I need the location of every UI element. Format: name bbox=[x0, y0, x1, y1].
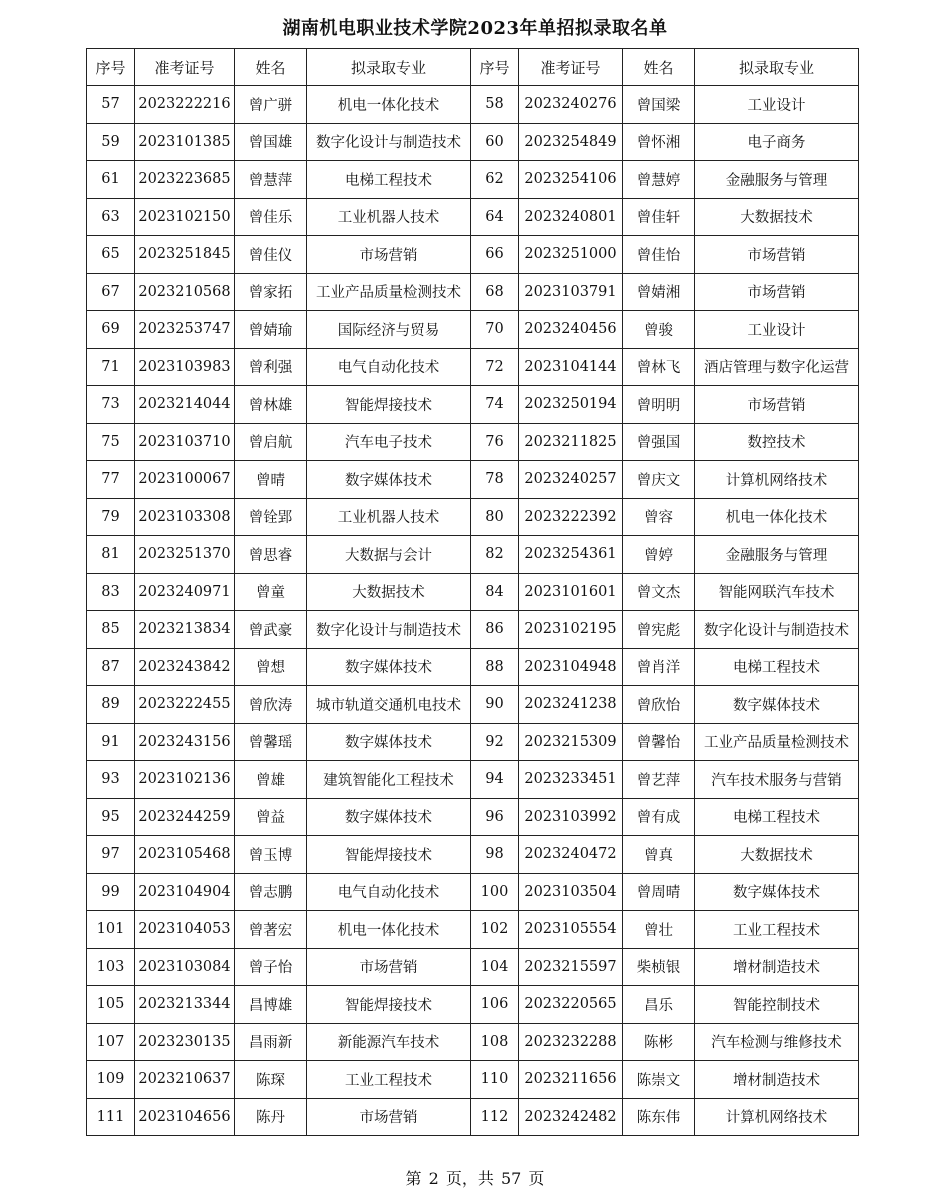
cell-major: 智能焊接技术 bbox=[307, 836, 471, 874]
cell-index: 83 bbox=[87, 573, 135, 611]
cell-exam-id: 2023240971 bbox=[135, 573, 235, 611]
cell-major: 市场营销 bbox=[307, 948, 471, 986]
cell-major: 计算机网络技术 bbox=[695, 1098, 859, 1136]
cell-index: 100 bbox=[471, 873, 519, 911]
cell-index: 65 bbox=[87, 236, 135, 274]
cell-major: 智能网联汽车技术 bbox=[695, 573, 859, 611]
cell-index: 99 bbox=[87, 873, 135, 911]
cell-name: 曾婧瑜 bbox=[235, 311, 307, 349]
cell-index: 105 bbox=[87, 986, 135, 1024]
admission-list-table bbox=[86, 48, 859, 1136]
cell-exam-id: 2023211656 bbox=[519, 1061, 623, 1099]
cell-major: 电梯工程技术 bbox=[307, 161, 471, 199]
cell-name: 曾国雄 bbox=[235, 123, 307, 161]
cell-major: 工业机器人技术 bbox=[307, 498, 471, 536]
cell-index: 72 bbox=[471, 348, 519, 386]
cell-index: 75 bbox=[87, 423, 135, 461]
cell-major: 电梯工程技术 bbox=[695, 798, 859, 836]
cell-major: 城市轨道交通机电技术 bbox=[307, 686, 471, 724]
cell-index: 68 bbox=[471, 273, 519, 311]
cell-major: 大数据与会计 bbox=[307, 536, 471, 574]
cell-major: 电子商务 bbox=[695, 123, 859, 161]
table-row bbox=[87, 311, 859, 349]
cell-name: 曾国梁 bbox=[623, 86, 695, 124]
table-row bbox=[87, 948, 859, 986]
cell-index: 78 bbox=[471, 461, 519, 499]
cell-major: 市场营销 bbox=[307, 1098, 471, 1136]
cell-major: 金融服务与管理 bbox=[695, 161, 859, 199]
cell-name: 曾佳轩 bbox=[623, 198, 695, 236]
table-row bbox=[87, 611, 859, 649]
cell-exam-id: 2023253747 bbox=[135, 311, 235, 349]
cell-name: 曾雄 bbox=[235, 761, 307, 799]
cell-index: 74 bbox=[471, 386, 519, 424]
cell-name: 曾益 bbox=[235, 798, 307, 836]
cell-major: 大数据技术 bbox=[695, 836, 859, 874]
cell-major: 工业产品质量检测技术 bbox=[695, 723, 859, 761]
cell-major: 金融服务与管理 bbox=[695, 536, 859, 574]
cell-index: 102 bbox=[471, 911, 519, 949]
cell-index: 60 bbox=[471, 123, 519, 161]
cell-index: 71 bbox=[87, 348, 135, 386]
cell-index: 77 bbox=[87, 461, 135, 499]
header-index: 序号 bbox=[471, 49, 519, 86]
table-row bbox=[87, 161, 859, 199]
cell-index: 94 bbox=[471, 761, 519, 799]
table-row bbox=[87, 986, 859, 1024]
cell-major: 大数据技术 bbox=[695, 198, 859, 236]
cell-name: 曾欣涛 bbox=[235, 686, 307, 724]
table-row bbox=[87, 386, 859, 424]
page-footer: 第 2 页，共 57 页 bbox=[405, 1169, 545, 1188]
cell-index: 61 bbox=[87, 161, 135, 199]
cell-name: 曾有成 bbox=[623, 798, 695, 836]
table-row bbox=[87, 536, 859, 574]
cell-name: 曾林雄 bbox=[235, 386, 307, 424]
cell-exam-id: 2023254361 bbox=[519, 536, 623, 574]
cell-index: 111 bbox=[87, 1098, 135, 1136]
cell-exam-id: 2023105554 bbox=[519, 911, 623, 949]
cell-name: 曾家拓 bbox=[235, 273, 307, 311]
cell-major: 汽车技术服务与营销 bbox=[695, 761, 859, 799]
cell-index: 95 bbox=[87, 798, 135, 836]
cell-index: 107 bbox=[87, 1023, 135, 1061]
cell-exam-id: 2023240276 bbox=[519, 86, 623, 124]
header-name: 姓名 bbox=[235, 49, 307, 86]
table-row bbox=[87, 836, 859, 874]
table-row bbox=[87, 761, 859, 799]
cell-name: 曾启航 bbox=[235, 423, 307, 461]
cell-index: 63 bbox=[87, 198, 135, 236]
cell-major: 汽车电子技术 bbox=[307, 423, 471, 461]
cell-index: 73 bbox=[87, 386, 135, 424]
cell-exam-id: 2023104948 bbox=[519, 648, 623, 686]
cell-name: 曾庆文 bbox=[623, 461, 695, 499]
table-row bbox=[87, 911, 859, 949]
cell-name: 曾佳乐 bbox=[235, 198, 307, 236]
table-row bbox=[87, 86, 859, 124]
cell-exam-id: 2023251845 bbox=[135, 236, 235, 274]
cell-name: 陈东伟 bbox=[623, 1098, 695, 1136]
table-row bbox=[87, 798, 859, 836]
cell-name: 曾思睿 bbox=[235, 536, 307, 574]
cell-index: 88 bbox=[471, 648, 519, 686]
cell-index: 85 bbox=[87, 611, 135, 649]
cell-index: 57 bbox=[87, 86, 135, 124]
table-row bbox=[87, 498, 859, 536]
cell-major: 工业工程技术 bbox=[695, 911, 859, 949]
cell-major: 数字媒体技术 bbox=[307, 461, 471, 499]
cell-name: 曾慧萍 bbox=[235, 161, 307, 199]
cell-index: 89 bbox=[87, 686, 135, 724]
cell-name: 曾武豪 bbox=[235, 611, 307, 649]
cell-major: 数字媒体技术 bbox=[307, 798, 471, 836]
table-row bbox=[87, 686, 859, 724]
cell-name: 曾慧婷 bbox=[623, 161, 695, 199]
cell-major: 增材制造技术 bbox=[695, 1061, 859, 1099]
cell-index: 80 bbox=[471, 498, 519, 536]
cell-exam-id: 2023102136 bbox=[135, 761, 235, 799]
cell-exam-id: 2023220565 bbox=[519, 986, 623, 1024]
cell-exam-id: 2023213344 bbox=[135, 986, 235, 1024]
cell-major: 汽车检测与维修技术 bbox=[695, 1023, 859, 1061]
cell-index: 108 bbox=[471, 1023, 519, 1061]
header-index: 序号 bbox=[87, 49, 135, 86]
cell-name: 曾佳怡 bbox=[623, 236, 695, 274]
header-major: 拟录取专业 bbox=[695, 49, 859, 86]
cell-name: 曾玉博 bbox=[235, 836, 307, 874]
table-row bbox=[87, 461, 859, 499]
cell-exam-id: 2023103983 bbox=[135, 348, 235, 386]
cell-name: 曾铨郢 bbox=[235, 498, 307, 536]
cell-index: 103 bbox=[87, 948, 135, 986]
cell-exam-id: 2023215597 bbox=[519, 948, 623, 986]
cell-name: 曾宪彪 bbox=[623, 611, 695, 649]
cell-exam-id: 2023222216 bbox=[135, 86, 235, 124]
cell-name: 陈琛 bbox=[235, 1061, 307, 1099]
cell-name: 曾志鹏 bbox=[235, 873, 307, 911]
cell-exam-id: 2023102195 bbox=[519, 611, 623, 649]
cell-exam-id: 2023250194 bbox=[519, 386, 623, 424]
cell-exam-id: 2023104904 bbox=[135, 873, 235, 911]
cell-exam-id: 2023210568 bbox=[135, 273, 235, 311]
table-row bbox=[87, 273, 859, 311]
cell-exam-id: 2023222392 bbox=[519, 498, 623, 536]
header-exam-id: 准考证号 bbox=[135, 49, 235, 86]
cell-exam-id: 2023102150 bbox=[135, 198, 235, 236]
cell-major: 工业产品质量检测技术 bbox=[307, 273, 471, 311]
cell-index: 59 bbox=[87, 123, 135, 161]
cell-exam-id: 2023103791 bbox=[519, 273, 623, 311]
cell-name: 曾广骈 bbox=[235, 86, 307, 124]
cell-name: 曾晴 bbox=[235, 461, 307, 499]
cell-name: 曾文杰 bbox=[623, 573, 695, 611]
cell-index: 62 bbox=[471, 161, 519, 199]
cell-exam-id: 2023233451 bbox=[519, 761, 623, 799]
cell-major: 数字化设计与制造技术 bbox=[695, 611, 859, 649]
cell-index: 96 bbox=[471, 798, 519, 836]
cell-exam-id: 2023254849 bbox=[519, 123, 623, 161]
cell-major: 机电一体化技术 bbox=[307, 86, 471, 124]
cell-exam-id: 2023230135 bbox=[135, 1023, 235, 1061]
cell-major: 工业工程技术 bbox=[307, 1061, 471, 1099]
cell-exam-id: 2023103992 bbox=[519, 798, 623, 836]
cell-name: 曾婧湘 bbox=[623, 273, 695, 311]
table-row bbox=[87, 573, 859, 611]
table-row bbox=[87, 723, 859, 761]
cell-name: 曾周晴 bbox=[623, 873, 695, 911]
cell-index: 70 bbox=[471, 311, 519, 349]
cell-index: 58 bbox=[471, 86, 519, 124]
cell-index: 112 bbox=[471, 1098, 519, 1136]
cell-exam-id: 2023104053 bbox=[135, 911, 235, 949]
cell-major: 工业机器人技术 bbox=[307, 198, 471, 236]
cell-name: 昌雨新 bbox=[235, 1023, 307, 1061]
cell-name: 陈崇文 bbox=[623, 1061, 695, 1099]
table-row bbox=[87, 1098, 859, 1136]
cell-name: 陈丹 bbox=[235, 1098, 307, 1136]
cell-name: 曾子怡 bbox=[235, 948, 307, 986]
cell-name: 曾欣怡 bbox=[623, 686, 695, 724]
table-row bbox=[87, 236, 859, 274]
cell-index: 84 bbox=[471, 573, 519, 611]
cell-major: 智能焊接技术 bbox=[307, 986, 471, 1024]
cell-exam-id: 2023232288 bbox=[519, 1023, 623, 1061]
cell-name: 曾明明 bbox=[623, 386, 695, 424]
cell-exam-id: 2023103710 bbox=[135, 423, 235, 461]
cell-name: 曾林飞 bbox=[623, 348, 695, 386]
cell-name: 曾强国 bbox=[623, 423, 695, 461]
cell-major: 机电一体化技术 bbox=[307, 911, 471, 949]
cell-major: 酒店管理与数字化运营 bbox=[695, 348, 859, 386]
cell-major: 电气自动化技术 bbox=[307, 348, 471, 386]
cell-major: 数字媒体技术 bbox=[695, 873, 859, 911]
header-name: 姓名 bbox=[623, 49, 695, 86]
cell-major: 智能控制技术 bbox=[695, 986, 859, 1024]
cell-major: 国际经济与贸易 bbox=[307, 311, 471, 349]
cell-major: 计算机网络技术 bbox=[695, 461, 859, 499]
table-row bbox=[87, 1061, 859, 1099]
cell-major: 建筑智能化工程技术 bbox=[307, 761, 471, 799]
cell-name: 曾壮 bbox=[623, 911, 695, 949]
cell-major: 智能焊接技术 bbox=[307, 386, 471, 424]
table-row bbox=[87, 198, 859, 236]
cell-index: 81 bbox=[87, 536, 135, 574]
cell-major: 市场营销 bbox=[307, 236, 471, 274]
table-row bbox=[87, 123, 859, 161]
cell-index: 82 bbox=[471, 536, 519, 574]
cell-exam-id: 2023222455 bbox=[135, 686, 235, 724]
cell-major: 增材制造技术 bbox=[695, 948, 859, 986]
cell-index: 66 bbox=[471, 236, 519, 274]
cell-name: 曾骏 bbox=[623, 311, 695, 349]
cell-major: 数字媒体技术 bbox=[307, 723, 471, 761]
cell-exam-id: 2023211825 bbox=[519, 423, 623, 461]
cell-index: 69 bbox=[87, 311, 135, 349]
cell-major: 机电一体化技术 bbox=[695, 498, 859, 536]
header-major: 拟录取专业 bbox=[307, 49, 471, 86]
cell-major: 电梯工程技术 bbox=[695, 648, 859, 686]
cell-index: 97 bbox=[87, 836, 135, 874]
cell-name: 曾婷 bbox=[623, 536, 695, 574]
cell-major: 电气自动化技术 bbox=[307, 873, 471, 911]
table-row bbox=[87, 423, 859, 461]
cell-exam-id: 2023243156 bbox=[135, 723, 235, 761]
cell-name: 曾馨怡 bbox=[623, 723, 695, 761]
cell-major: 市场营销 bbox=[695, 273, 859, 311]
cell-index: 87 bbox=[87, 648, 135, 686]
cell-major: 工业设计 bbox=[695, 311, 859, 349]
cell-exam-id: 2023240472 bbox=[519, 836, 623, 874]
cell-major: 大数据技术 bbox=[307, 573, 471, 611]
cell-exam-id: 2023213834 bbox=[135, 611, 235, 649]
cell-exam-id: 2023244259 bbox=[135, 798, 235, 836]
cell-name: 陈彬 bbox=[623, 1023, 695, 1061]
cell-name: 曾怀湘 bbox=[623, 123, 695, 161]
cell-index: 109 bbox=[87, 1061, 135, 1099]
cell-name: 曾真 bbox=[623, 836, 695, 874]
cell-exam-id: 2023214044 bbox=[135, 386, 235, 424]
cell-index: 79 bbox=[87, 498, 135, 536]
cell-exam-id: 2023103308 bbox=[135, 498, 235, 536]
cell-index: 91 bbox=[87, 723, 135, 761]
cell-exam-id: 2023240257 bbox=[519, 461, 623, 499]
cell-major: 数字媒体技术 bbox=[307, 648, 471, 686]
cell-index: 104 bbox=[471, 948, 519, 986]
cell-major: 数字化设计与制造技术 bbox=[307, 611, 471, 649]
cell-name: 曾著宏 bbox=[235, 911, 307, 949]
cell-index: 76 bbox=[471, 423, 519, 461]
cell-major: 工业设计 bbox=[695, 86, 859, 124]
cell-name: 曾童 bbox=[235, 573, 307, 611]
cell-exam-id: 2023251000 bbox=[519, 236, 623, 274]
cell-name: 曾肖洋 bbox=[623, 648, 695, 686]
cell-exam-id: 2023251370 bbox=[135, 536, 235, 574]
cell-index: 92 bbox=[471, 723, 519, 761]
cell-name: 曾佳仪 bbox=[235, 236, 307, 274]
cell-exam-id: 2023240456 bbox=[519, 311, 623, 349]
cell-name: 曾容 bbox=[623, 498, 695, 536]
cell-name: 曾艺萍 bbox=[623, 761, 695, 799]
cell-index: 67 bbox=[87, 273, 135, 311]
cell-index: 90 bbox=[471, 686, 519, 724]
cell-index: 86 bbox=[471, 611, 519, 649]
cell-exam-id: 2023215309 bbox=[519, 723, 623, 761]
cell-exam-id: 2023254106 bbox=[519, 161, 623, 199]
cell-major: 数字化设计与制造技术 bbox=[307, 123, 471, 161]
cell-major: 新能源汽车技术 bbox=[307, 1023, 471, 1061]
cell-exam-id: 2023223685 bbox=[135, 161, 235, 199]
cell-exam-id: 2023240801 bbox=[519, 198, 623, 236]
cell-index: 64 bbox=[471, 198, 519, 236]
cell-exam-id: 2023243842 bbox=[135, 648, 235, 686]
cell-exam-id: 2023101601 bbox=[519, 573, 623, 611]
cell-index: 98 bbox=[471, 836, 519, 874]
table-row bbox=[87, 1023, 859, 1061]
cell-exam-id: 2023103504 bbox=[519, 873, 623, 911]
header-row bbox=[87, 49, 859, 86]
cell-exam-id: 2023242482 bbox=[519, 1098, 623, 1136]
cell-exam-id: 2023241238 bbox=[519, 686, 623, 724]
cell-exam-id: 2023210637 bbox=[135, 1061, 235, 1099]
cell-name: 昌博雄 bbox=[235, 986, 307, 1024]
table-row bbox=[87, 873, 859, 911]
cell-index: 93 bbox=[87, 761, 135, 799]
cell-exam-id: 2023100067 bbox=[135, 461, 235, 499]
cell-index: 106 bbox=[471, 986, 519, 1024]
cell-exam-id: 2023104656 bbox=[135, 1098, 235, 1136]
cell-index: 110 bbox=[471, 1061, 519, 1099]
cell-major: 数控技术 bbox=[695, 423, 859, 461]
cell-exam-id: 2023104144 bbox=[519, 348, 623, 386]
cell-major: 市场营销 bbox=[695, 386, 859, 424]
cell-index: 101 bbox=[87, 911, 135, 949]
cell-name: 昌乐 bbox=[623, 986, 695, 1024]
header-exam-id: 准考证号 bbox=[519, 49, 623, 86]
table-row bbox=[87, 648, 859, 686]
cell-exam-id: 2023101385 bbox=[135, 123, 235, 161]
cell-name: 柴桢银 bbox=[623, 948, 695, 986]
cell-name: 曾馨瑶 bbox=[235, 723, 307, 761]
cell-exam-id: 2023105468 bbox=[135, 836, 235, 874]
cell-major: 数字媒体技术 bbox=[695, 686, 859, 724]
cell-name: 曾利强 bbox=[235, 348, 307, 386]
page-title: 湖南机电职业技术学院2023年单招拟录取名单 bbox=[282, 18, 668, 39]
cell-name: 曾想 bbox=[235, 648, 307, 686]
table-row bbox=[87, 348, 859, 386]
cell-major: 市场营销 bbox=[695, 236, 859, 274]
cell-exam-id: 2023103084 bbox=[135, 948, 235, 986]
